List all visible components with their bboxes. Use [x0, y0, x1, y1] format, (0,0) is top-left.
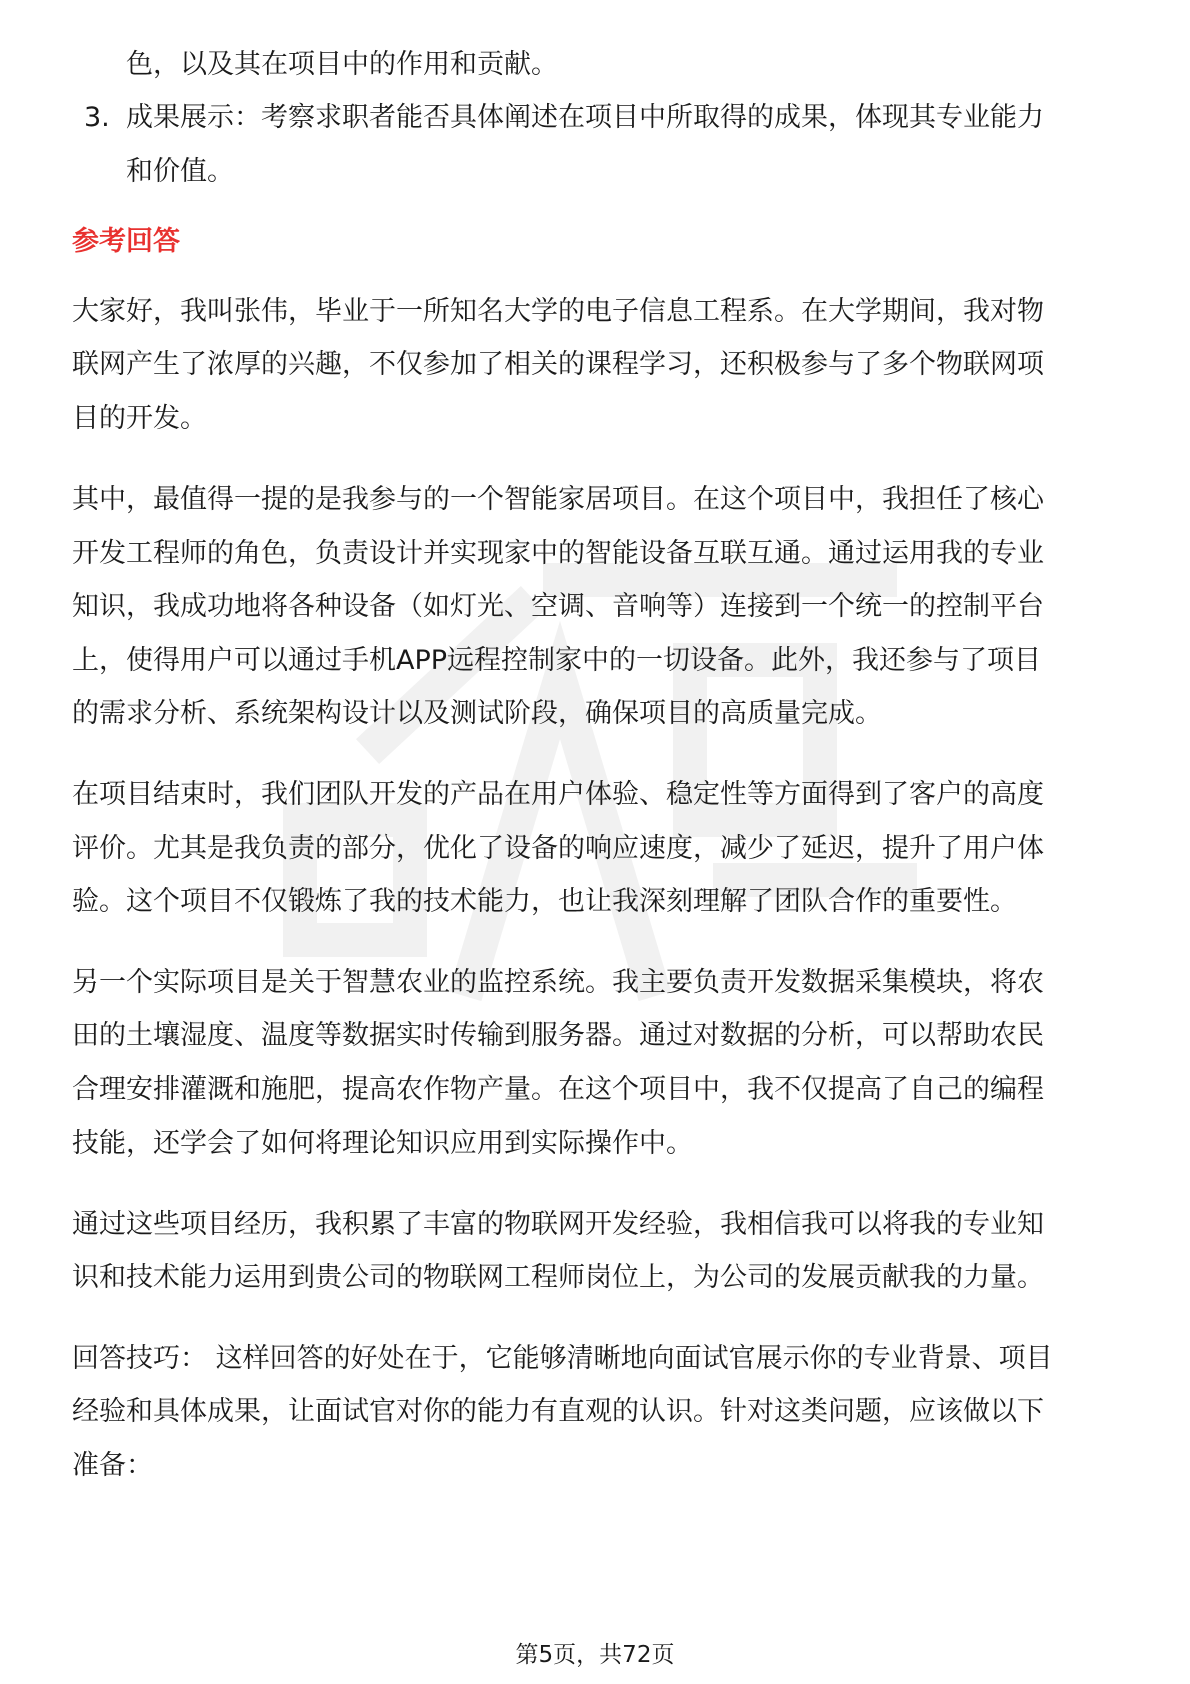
paragraph-line: 经验和具体成果，让面试官对你的能力有直观的认识。针对这类问题，应该做以下 [72, 1396, 1044, 1427]
paragraph-line: 开发工程师的角色，负责设计并实现家中的智能设备互联互通。通过运用我的专业 [72, 538, 1044, 569]
paragraph-line: 上，使得用户可以通过手机APP远程控制家中的一切设备。此外，我还参与了项目 [72, 645, 1042, 676]
paragraph-line: 合理安排灌溉和施肥，提高农作物产量。在这个项目中，我不仅提高了自己的编程 [72, 1074, 1044, 1105]
list-continuation-line: 色，以及其在项目中的作用和贡献。 [126, 49, 558, 80]
paragraph-line: 在项目结束时，我们团队开发的产品在用户体验、稳定性等方面得到了客户的高度 [72, 779, 1044, 810]
paragraph-line: 准备： [72, 1450, 153, 1481]
paragraph-line: 另一个实际项目是关于智慧农业的监控系统。我主要负责开发数据采集模块，将农 [72, 967, 1044, 998]
paragraph-line: 识和技术能力运用到贵公司的物联网工程师岗位上，为公司的发展贡献我的力量。 [72, 1262, 1044, 1293]
paragraph-line: 联网产生了浓厚的兴趣，不仅参加了相关的课程学习，还积极参与了多个物联网项 [72, 349, 1044, 380]
paragraph-line: 的需求分析、系统架构设计以及测试阶段，确保项目的高质量完成。 [72, 698, 882, 729]
paragraph-line: 技能，还学会了如何将理论知识应用到实际操作中。 [72, 1128, 693, 1159]
paragraph-line: 大家好，我叫张伟，毕业于一所知名大学的电子信息工程系。在大学期间，我对物 [72, 296, 1044, 327]
section-heading: 参考回答 [72, 226, 180, 257]
paragraph-line: 通过这些项目经历，我积累了丰富的物联网开发经验，我相信我可以将我的专业知 [72, 1209, 1044, 1240]
paragraph-line: 田的土壤湿度、温度等数据实时传输到服务器。通过对数据的分析，可以帮助农民 [72, 1020, 1044, 1051]
list-item-line: 成果展示：考察求职者能否具体阐述在项目中所取得的成果，体现其专业能力 [126, 102, 1044, 133]
paragraph-line: 验。这个项目不仅锻炼了我的技术能力，也让我深刻理解了团队合作的重要性。 [72, 886, 1017, 917]
page-number-footer: 第5页，共72页 [515, 1642, 675, 1668]
paragraph-line: 其中，最值得一提的是我参与的一个智能家居项目。在这个项目中，我担任了核心 [72, 484, 1044, 515]
paragraph-line: 评价。尤其是我负责的部分，优化了设备的响应速度，减少了延迟，提升了用户体 [72, 833, 1044, 864]
list-item-line: 和价值。 [126, 156, 234, 187]
paragraph-line: 知识，我成功地将各种设备（如灯光、空调、音响等）连接到一个统一的控制平台 [72, 591, 1044, 622]
list-item-number: 3. [84, 102, 110, 133]
paragraph-line: 目的开发。 [72, 403, 207, 434]
paragraph-line: 回答技巧： 这样回答的好处在于，它能够清晰地向面试官展示你的专业背景、项目 [72, 1343, 1053, 1374]
